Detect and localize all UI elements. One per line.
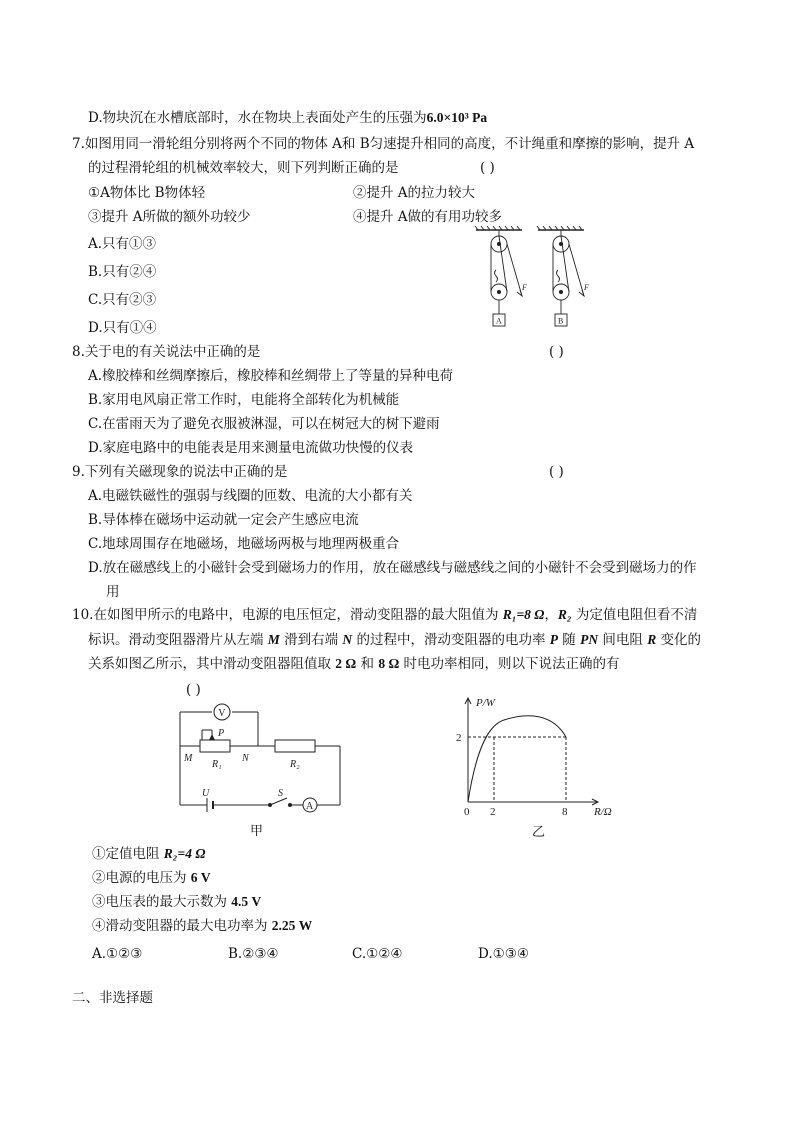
- q7-stem-line2: 的过程滑轮组的机械效率较大，则下列判断正确的是: [88, 160, 399, 176]
- q7-stem-line1: 7.如图用同一滑轮组分别将两个不同的物体 A和 B匀速提升相同的高度，不计绳重和摩擦的影响，提升 A: [72, 136, 695, 152]
- q10-answer-paren: ( ): [186, 682, 201, 698]
- q9-option-d-continued: 用: [106, 584, 120, 600]
- switch-label-s: S: [278, 788, 283, 799]
- q7-statement-3: ③提升 A所做的额外功较少: [88, 209, 251, 225]
- terminal-label-m: M: [184, 753, 193, 764]
- slider-label-p: P: [218, 728, 225, 739]
- q7-option-c: C.只有②③: [88, 292, 157, 308]
- power-curve: [468, 716, 566, 802]
- q10-statement-3: ③电压表的最大示数为 4.5 V: [92, 894, 262, 910]
- voltmeter: [214, 704, 230, 720]
- y-tick-2: 2: [456, 732, 462, 744]
- svg-text:V: V: [218, 708, 226, 719]
- source-label-u: U: [202, 788, 210, 799]
- q10-power-graph: [448, 690, 628, 842]
- r1-label: R₁: [212, 759, 222, 770]
- q6-option-d: D.物块沉在水槽底部时，水在物块上表面处产生的压强为6.0×10³ Pa: [88, 110, 488, 126]
- q8-option-d: D.家庭电路中的电能表是用来测量电流做功快慢的仪表: [88, 440, 414, 456]
- r2-label: R₂: [290, 759, 300, 770]
- x-axis-label: R/Ω: [594, 806, 612, 818]
- q10-option-c: C.①②④: [352, 946, 403, 962]
- q7-statement-2: ②提升 A的拉力较大: [353, 185, 476, 201]
- q9-option-d: D.放在磁感线上的小磁针会受到磁场力的作用，放在磁感线与磁感线之间的小磁针不会受到磁场力的作: [88, 560, 697, 576]
- section-2-title: 二、非选择题: [72, 990, 153, 1006]
- q9-option-b: B.导体棒在磁场中运动就一定会产生感应电流: [88, 512, 359, 528]
- q10-option-d: D.①③④: [478, 946, 529, 962]
- q10-statement-1: ①定值电阻 R₂=4 Ω: [92, 846, 206, 862]
- q10-option-a: A.①②③: [92, 946, 143, 962]
- pulley-system-a: [475, 226, 522, 326]
- q10-option-b: B.②③④: [228, 946, 279, 962]
- circuit-caption: 甲: [250, 823, 264, 838]
- svg-text:A: A: [306, 801, 314, 812]
- q7-answer-paren: ( ): [480, 160, 495, 176]
- q7-statement-4: ④提升 A做的有用功较多: [353, 209, 503, 225]
- q7-option-d: D.只有①④: [88, 320, 157, 336]
- pulley-system-b: [537, 226, 584, 326]
- x-tick-2: 2: [490, 806, 496, 818]
- rheostat-r1: [200, 734, 230, 752]
- x-tick-0: 0: [464, 806, 470, 818]
- q8-stem: 8.关于电的有关说法中正确的是: [72, 344, 261, 360]
- q9-stem: 9.下列有关磁现象的说法中正确的是: [72, 464, 288, 480]
- q10-statement-4: ④滑动变阻器的最大电功率为 2.25 W: [92, 918, 313, 934]
- block-a-label: A: [496, 316, 502, 326]
- q8-answer-paren: ( ): [549, 344, 564, 360]
- q6-pressure-value: 6.0×10³ Pa: [426, 110, 488, 125]
- y-axis-label: P/W: [476, 697, 495, 709]
- force-label-a: F: [522, 283, 527, 292]
- q9-answer-paren: ( ): [549, 464, 564, 480]
- ammeter: [303, 798, 317, 812]
- q10-circuit-diagram: [172, 700, 350, 842]
- q10-stem-line3: 关系如图乙所示，其中滑动变阻器阻值取 2 Ω 和 8 Ω 时电功率相同，则以下说法正确的有: [88, 656, 620, 672]
- block-b-label: B: [558, 316, 564, 326]
- terminal-label-n: N: [242, 753, 249, 764]
- q8-option-b: B.家用电风扇正常工作时，电能将全部转化为机械能: [88, 392, 400, 408]
- q10-stem-line1: 10.在如图甲所示的电路中，电源的电压恒定，滑动变阻器的最大阻值为 R₁=8 Ω，R₂ 为定值电阻但看不清: [72, 607, 698, 623]
- q8-option-c: C.在雷雨天为了避免衣服被淋湿，可以在树冠大的树下避雨: [88, 416, 440, 432]
- q7-option-a: A.只有①③: [88, 236, 157, 252]
- q8-option-a: A.橡胶棒和丝绸摩擦后，橡胶棒和丝绸带上了等量的异种电荷: [88, 368, 454, 384]
- q9-option-c: C.地球周围存在地磁场，地磁场两极与地理两极重合: [88, 536, 400, 552]
- q10-stem-line2: 标识。滑动变阻器滑片从左端 M 滑到右端 N 的过程中，滑动变阻器的电功率 P 随 PN 间电阻 R 变化的: [88, 632, 701, 648]
- resistor-r2: [275, 740, 315, 752]
- q7-pulley-figure: [470, 226, 610, 332]
- q7-option-b: B.只有②④: [88, 264, 157, 280]
- q10-statement-2: ②电源的电压为 6 V: [92, 870, 211, 886]
- graph-caption: 乙: [532, 824, 546, 839]
- q7-statement-1: ①A物体比 B物体轻: [88, 185, 206, 201]
- q9-option-a: A.电磁铁磁性的强弱与线圈的匝数、电流的大小都有关: [88, 488, 413, 504]
- x-tick-8: 8: [562, 806, 568, 818]
- force-label-b: F: [584, 283, 589, 292]
